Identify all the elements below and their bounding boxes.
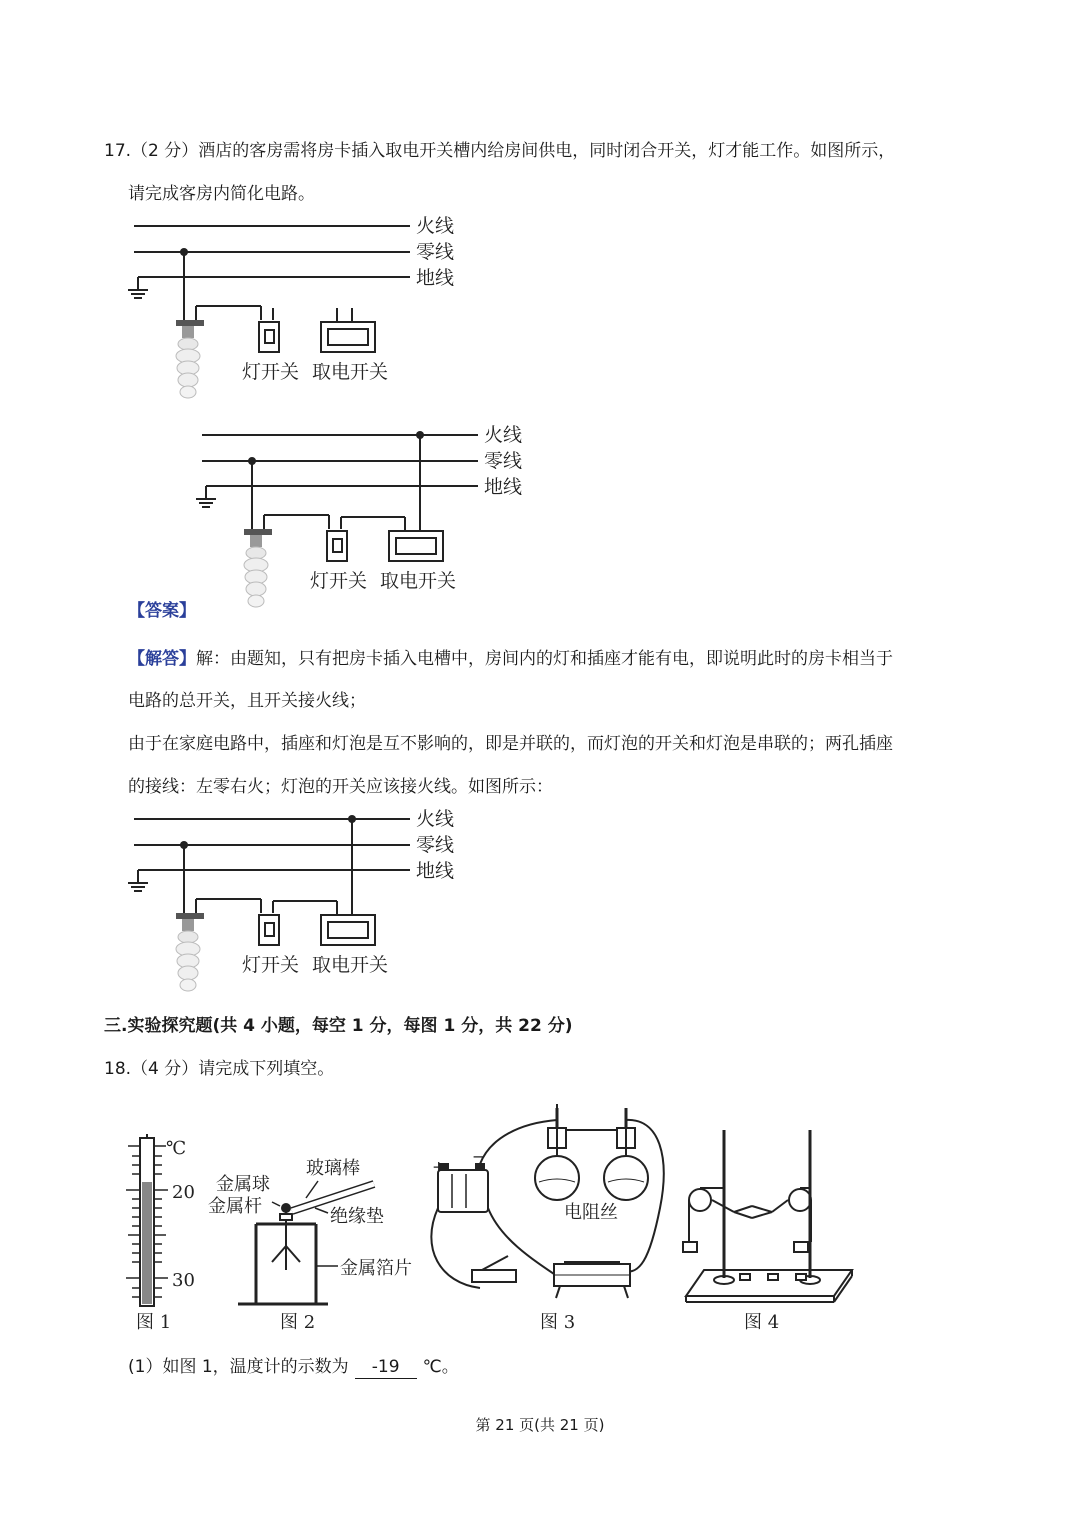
q17-question-circuit <box>120 208 480 408</box>
fig3-caption: 图 3 <box>540 1312 576 1333</box>
label-metal-ball: 金属球 <box>216 1174 270 1195</box>
bulb-icon <box>244 535 268 607</box>
bulb-icon <box>176 919 200 991</box>
analysis-tag: 【解答】 <box>128 649 196 669</box>
tick-20: 20 <box>172 1182 195 1203</box>
fig2-caption: 图 2 <box>280 1312 316 1333</box>
label-resistance-wire: 电阻丝 <box>564 1202 618 1223</box>
q18-stem: 18.（4 分）请完成下列填空。 <box>104 1059 335 1079</box>
label-metal-rod: 金属杆 <box>208 1196 262 1217</box>
label-glass-rod: 玻璃棒 <box>306 1158 360 1179</box>
thermo-unit: ℃ <box>166 1138 187 1159</box>
svg-text:地线: 地线 <box>416 860 455 882</box>
q17-answer-circuit <box>188 417 548 617</box>
lamp-socket <box>176 320 204 326</box>
section3-title: 三.实验探究题(共 4 小题，每空 1 分，每图 1 分，共 22 分) <box>104 1016 573 1036</box>
joule-circuit <box>431 1104 663 1298</box>
svg-text:火线: 火线 <box>484 424 523 446</box>
q17-stem-line1: 17.（2 分）酒店的客房需将房卡插入取电开关槽内给房间供电，同时闭合开关，灯才能工作。如图所示， <box>104 141 896 161</box>
battery-minus: − <box>472 1147 486 1166</box>
stand-apparatus <box>683 1130 852 1302</box>
analysis-line1: 【解答】解：由题知，只有把房卡插入电槽中，房间内的灯和插座才能有电，即说明此时的房卡相当于 <box>128 649 893 669</box>
label-power-switch: 取电开关 <box>312 361 389 383</box>
label-metal-foil: 金属箔片 <box>340 1258 412 1279</box>
q18-sub1: (1）如图 1，温度计的示数为 -19 ℃。 <box>128 1357 459 1377</box>
label-ground: 地线 <box>416 267 455 289</box>
q17-explanation-circuit <box>120 801 480 1001</box>
answer-tag: 【答案】 <box>128 601 196 621</box>
svg-text:地线: 地线 <box>484 476 523 498</box>
q18-figures <box>120 1098 880 1338</box>
svg-text:零线: 零线 <box>416 834 455 856</box>
battery-plus: + <box>432 1157 446 1176</box>
tick-30: 30 <box>172 1270 195 1291</box>
metal-ball <box>281 1203 291 1213</box>
label-neutral: 零线 <box>416 241 455 263</box>
svg-text:火线: 火线 <box>416 808 455 830</box>
q17-stem-line2: 请完成客房内简化电路。 <box>128 184 315 204</box>
svg-text:取电开关: 取电开关 <box>312 954 389 976</box>
label-lamp-switch: 灯开关 <box>242 361 300 383</box>
bulb-icon <box>176 326 200 398</box>
label-live: 火线 <box>416 215 455 237</box>
fig4-caption: 图 4 <box>744 1312 780 1333</box>
svg-text:灯开关: 灯开关 <box>310 570 368 592</box>
page-footer: 第 21 页(共 21 页) <box>475 1416 605 1434</box>
analysis-line2: 电路的总开关，且开关接火线； <box>128 691 366 711</box>
fig1-caption: 图 1 <box>136 1312 172 1333</box>
analysis-line3: 由于在家庭电路中，插座和灯泡是互不影响的，即是并联的，而灯泡的开关和灯泡是串联的；两孔插座 <box>128 734 893 754</box>
svg-text:灯开关: 灯开关 <box>242 954 300 976</box>
label-insulating-pad: 绝缘垫 <box>330 1206 384 1227</box>
svg-text:零线: 零线 <box>484 450 523 472</box>
analysis-line4: 的接线：左零右火；灯泡的开关应该接火线。如图所示： <box>128 777 553 797</box>
junction-dot <box>180 248 188 256</box>
svg-text:取电开关: 取电开关 <box>380 570 457 592</box>
thermometer <box>126 1134 195 1333</box>
q18-sub1-answer-blank[interactable]: -19 <box>355 1356 417 1379</box>
